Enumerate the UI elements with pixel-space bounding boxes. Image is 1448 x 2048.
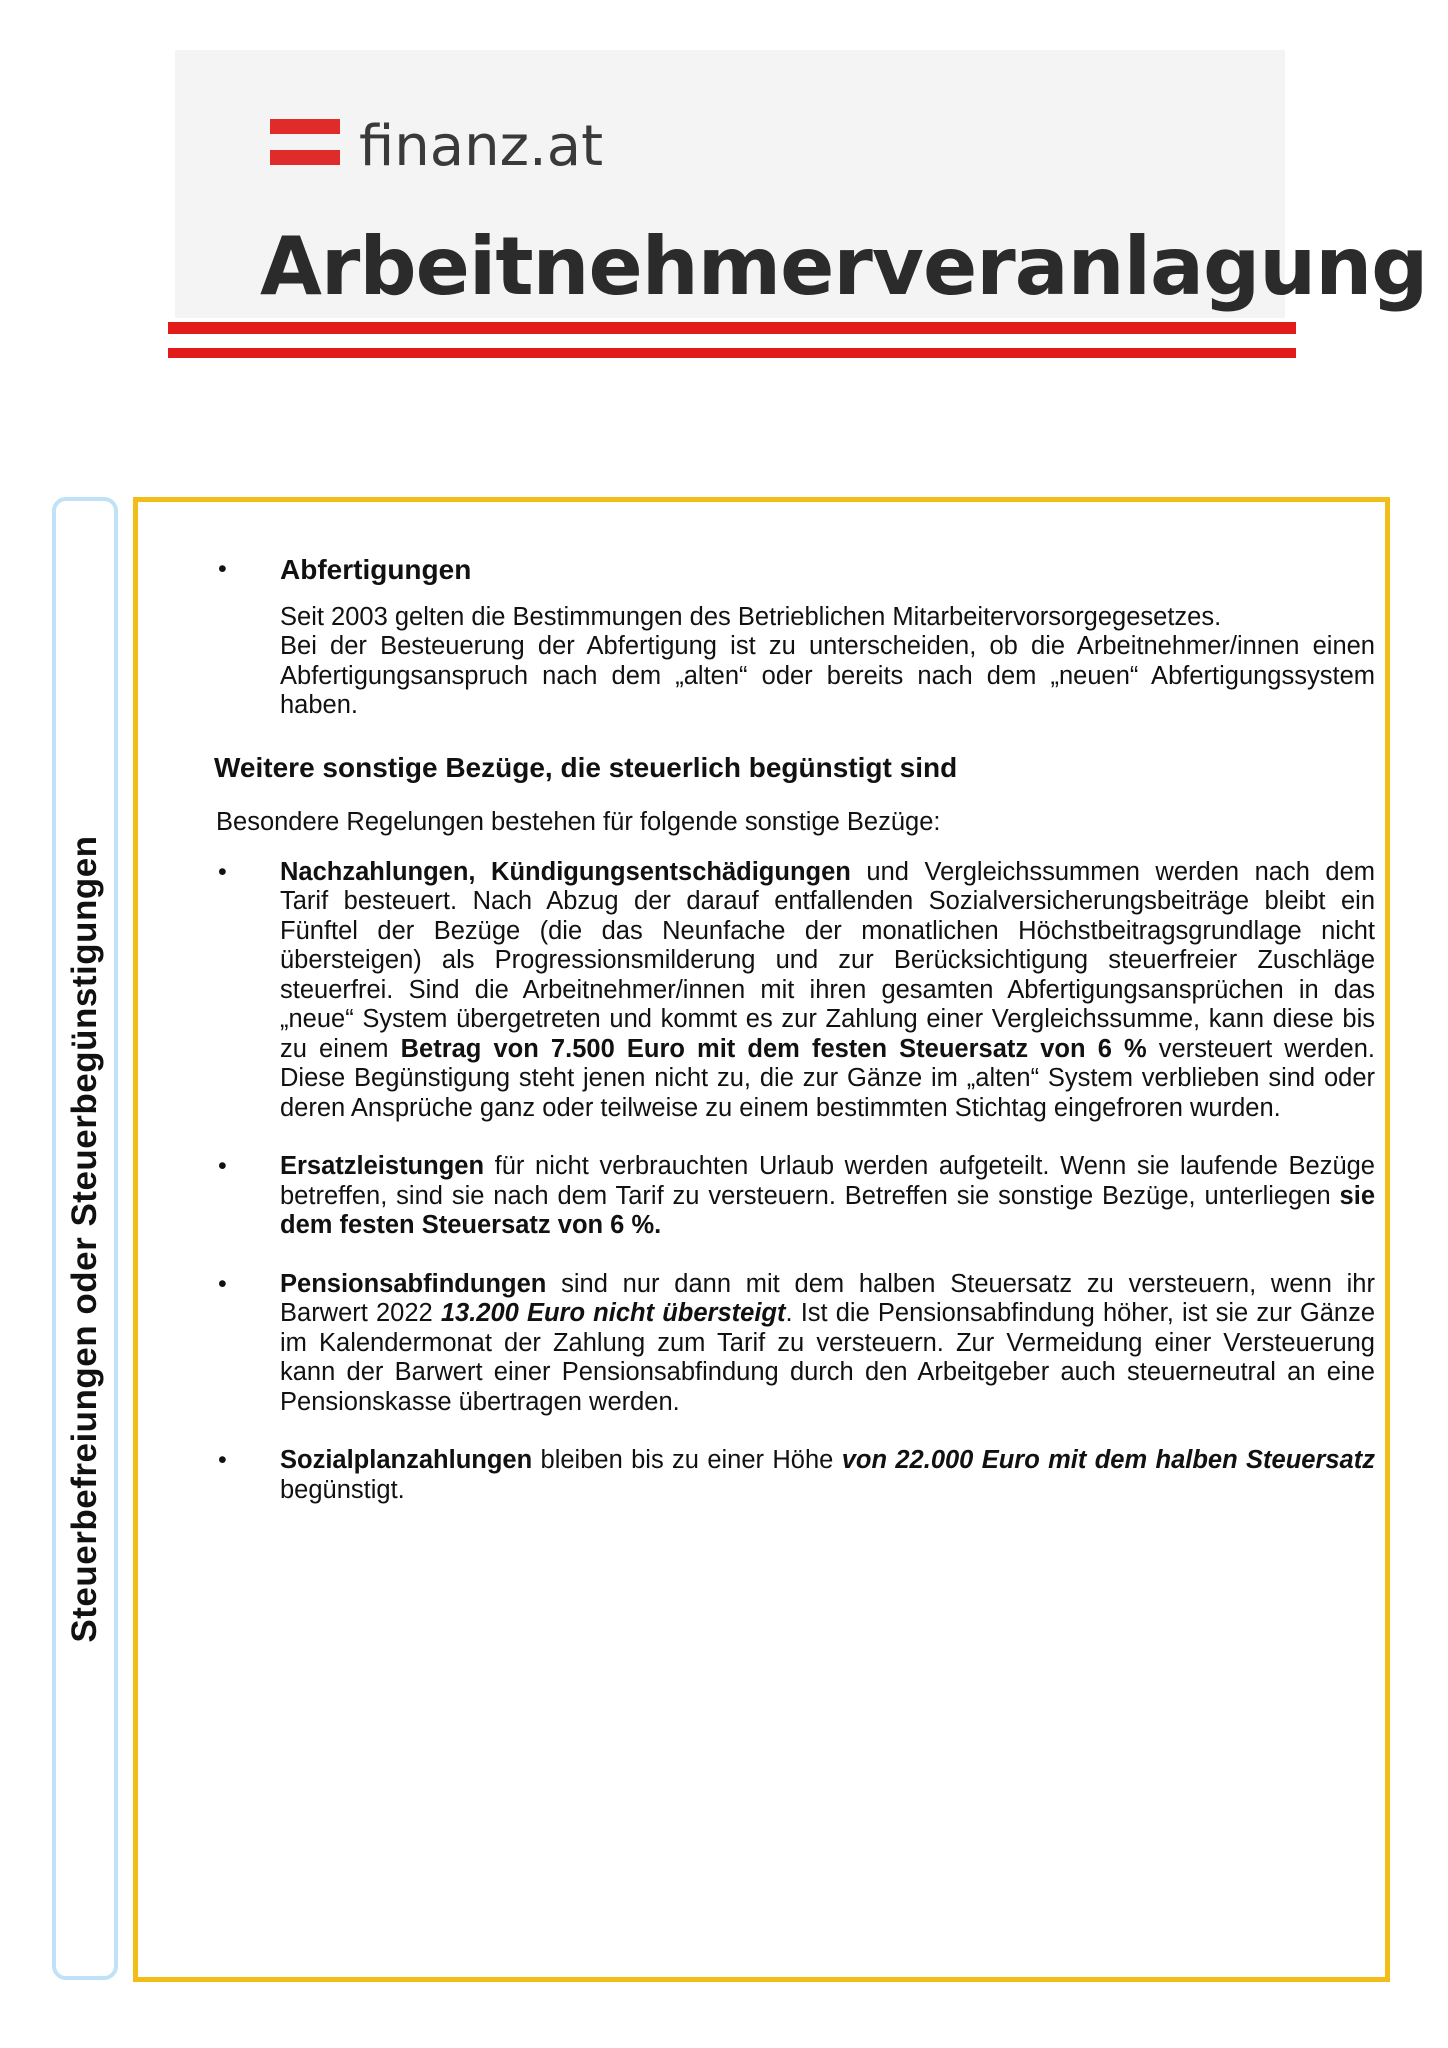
nachzahlungen-text1: und Vergleichssummen werden nach dem Tarif besteuert. Nach Abzug der darauf entfallenden Sozialversicherungsbeiträge bleibt ein Fünftel der Bezüge (die das Neunfache der monatlichen Höchstbeitragsgrundlage nicht übersteigen) als Progressionsmilderung und zur Berücksichtigung steuerfreier Zuschläge steuerfrei. Sind die Arbeitnehmer/innen mit ihren gesamten Abfertigungsansprüchen in das „neue“ System übergetreten und kommt es zur Zahlung einer Vergleichssumme, kann diese bis zu einem bbox=[280, 857, 1376, 1063]
ersatzleistungen-text bbox=[280, 1152, 1375, 1241]
nachzahlungen-text2: versteuert werden. Diese Begünstigung steht jenen nicht zu, die zur Gänze im „alten“ System verblieben sind oder deren Ansprüche ganz oder teilweise zu einem bestimmten Stichtag eingefroren wurden. bbox=[280, 1034, 1375, 1122]
austria-flag-icon bbox=[270, 117, 340, 167]
section-heading: Weitere sonstige Bezüge, die steuerlich begünstigt sind bbox=[214, 751, 958, 783]
nachzahlungen-bold2: Betrag von 7.500 Euro mit dem festen Steuersatz von 6 % bbox=[400, 1034, 1147, 1063]
page-title: Arbeitnehmerveranlagung bbox=[260, 220, 1428, 313]
pensionsabfindungen-bold: Pensionsabfindungen bbox=[280, 1269, 547, 1298]
red-divider-bottom bbox=[168, 348, 1296, 358]
bullet: • bbox=[218, 1152, 227, 1180]
nachzahlungen-text bbox=[280, 858, 1375, 1124]
list-item-abfertigungen bbox=[210, 555, 1375, 721]
abfertigungen-line2: Bei der Besteuerung der Abfertigung ist zu unterscheiden, ob die Arbeitnehmer/innen einen Abfertigungsanspruch nach dem „alten“ oder bereits nach dem „neuen“ Abfertigungssystem haben. bbox=[280, 632, 1375, 719]
list-item-ersatzleistungen bbox=[210, 1152, 1375, 1241]
section-intro: Besondere Regelungen bestehen für folgende sonstige Bezüge: bbox=[216, 808, 941, 836]
red-divider-top bbox=[168, 322, 1296, 334]
pensionsabfindungen-text bbox=[280, 1270, 1375, 1418]
pensionsabfindungen-text2: . Ist die Pensionsabfindung höher, ist sie zur Gänze im Kalendermonat der Zahlung zum Tarif zu versteuern. Zur Vermeidung einer Versteuerung kann der Barwert einer Pensionsabfindung durch den Arbeitgeber auch steuerneutral an eine Pensionskasse übertragen werden. bbox=[280, 1299, 1375, 1416]
sozialplan-text bbox=[280, 1446, 1375, 1505]
pensionsabfindungen-text1: sind nur dann mit dem halben Steuersatz zu versteuern, wenn ihr Barwert 2022 bbox=[280, 1269, 1375, 1327]
nachzahlungen-bold: Nachzahlungen, Kündigungsentschädigungen bbox=[280, 857, 851, 886]
list-item-sozialplan bbox=[210, 1446, 1375, 1505]
pensionsabfindungen-bold2: 13.200 Euro nicht übersteigt bbox=[440, 1299, 786, 1327]
bullet: • bbox=[218, 857, 227, 886]
abfertigungen-heading: Abfertigungen bbox=[280, 554, 472, 585]
sozialplan-bold2: von 22.000 Euro mit dem halben Steuersatz bbox=[841, 1446, 1375, 1474]
sozialplan-text2: begünstigt. bbox=[280, 1475, 405, 1504]
bullet: • bbox=[218, 1446, 227, 1474]
header-banner bbox=[175, 50, 1428, 318]
list-item-nachzahlungen bbox=[210, 858, 1375, 1124]
ersatzleistungen-text1: für nicht verbrauchten Urlaub werden aufgeteilt. Wenn sie laufende Bezüge betreffen, sind sie nach dem Tarif zu versteuern. Betreffen sie sonstige Bezüge, unterliegen bbox=[280, 1152, 1375, 1210]
content-body bbox=[210, 555, 1375, 1505]
sozialplan-text1: bleiben bis zu einer Höhe bbox=[532, 1446, 842, 1474]
brand-logo-text: finanz.at bbox=[359, 114, 604, 179]
bullet: • bbox=[218, 555, 227, 583]
side-tab-label: Steuerbefreiungen oder Steuerbegünstigungen bbox=[65, 834, 104, 1643]
abfertigungen-line1: Seit 2003 gelten die Bestimmungen des Betrieblichen Mitarbeitervorsorgegesetzes. bbox=[280, 602, 1222, 631]
ersatzleistungen-bold2: sie dem festen Steuersatz von 6 %. bbox=[280, 1181, 1375, 1239]
sozialplan-bold: Sozialplanzahlungen bbox=[280, 1446, 533, 1474]
bullet: • bbox=[218, 1269, 227, 1298]
list-item-pensionsabfindungen bbox=[210, 1270, 1375, 1418]
ersatzleistungen-bold: Ersatzleistungen bbox=[280, 1152, 485, 1180]
side-tab bbox=[52, 497, 118, 1980]
